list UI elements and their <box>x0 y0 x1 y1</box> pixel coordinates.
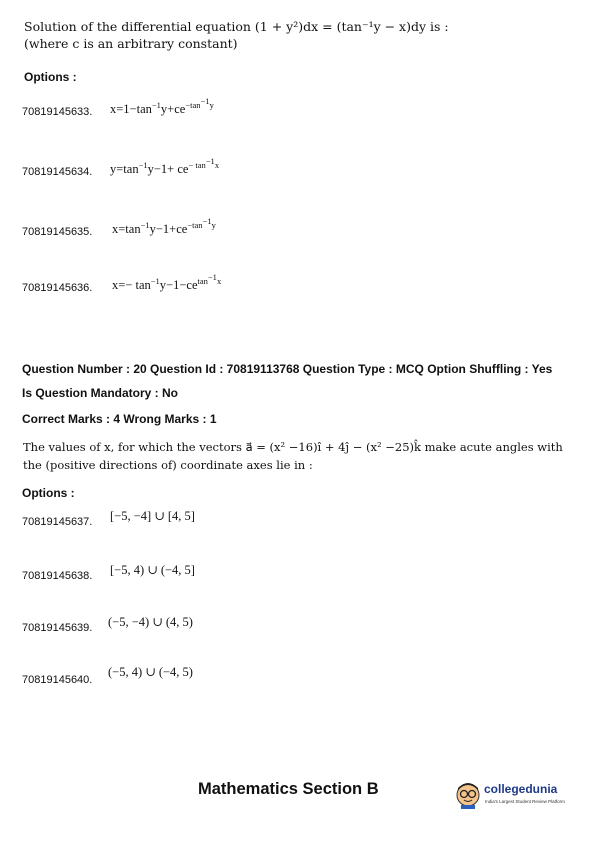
options-label: Options : <box>24 70 77 84</box>
mascot-icon <box>455 780 481 810</box>
option-interval: [−5, −4] ∪ [4, 5] <box>110 509 195 523</box>
options-label: Options : <box>22 486 75 500</box>
question-text-line1: The values of x, for which the vectors a⃗ = (x² −16)î + 4ĵ − (x² −25)k̂ make acute angles with <box>23 440 563 454</box>
option-formula: $y=\tan^{-1}y-1+ ce^{- tan^{-1}x}$ <box>110 156 220 176</box>
question-meta-line1: Question Number : 20 Question Id : 70819113768 Question Type : MCQ Option Shuffling : Yes <box>22 362 553 376</box>
option-id: 70819145636. <box>22 282 93 294</box>
option-interval: [−5, 4) ∪ (−4, 5] <box>110 563 195 577</box>
logo-tagline: India's Largest Student Review Platform <box>485 799 565 804</box>
option-interval: (−5, 4) ∪ (−4, 5) <box>108 665 193 679</box>
question-text-line2: the (positive directions of) coordinate axes lie in : <box>23 458 313 472</box>
option-formula: $x=- \tan^{-1}y-1-ce^{tan^{-1}x}$ <box>112 272 222 292</box>
option-id: 70819145634. <box>22 166 93 178</box>
question-text <box>23 438 563 474</box>
option-id: 70819145638. <box>22 570 93 582</box>
option-interval: (−5, −4) ∪ (4, 5) <box>108 615 193 629</box>
option-id: 70819145639. <box>22 622 93 634</box>
question-meta-line2: Is Question Mandatory : No <box>22 386 179 400</box>
logo-name: collegedunia <box>484 782 558 796</box>
collegedunia-logo[interactable] <box>455 778 575 818</box>
option-id: 70819145635. <box>22 226 93 238</box>
option-formula: $x=1-\tan^{-1}y+ce^{-tan^{-1}y}$ <box>110 96 214 116</box>
question-text-line2: (where c is an arbitrary constant) <box>24 36 238 51</box>
question-marks: Correct Marks : 4 Wrong Marks : 1 <box>22 412 217 426</box>
option-id: 70819145640. <box>22 674 93 686</box>
question-text-line1: Solution of the differential equation (1 + y²)dx = (tan⁻¹y − x)dy is : <box>24 19 449 34</box>
option-id: 70819145633. <box>22 106 93 118</box>
option-formula: $x=\tan^{-1}y-1+ce^{-tan^{-1}y}$ <box>112 216 216 236</box>
question-text <box>24 18 449 52</box>
option-id: 70819145637. <box>22 516 93 528</box>
section-title: Mathematics Section B <box>198 780 379 798</box>
